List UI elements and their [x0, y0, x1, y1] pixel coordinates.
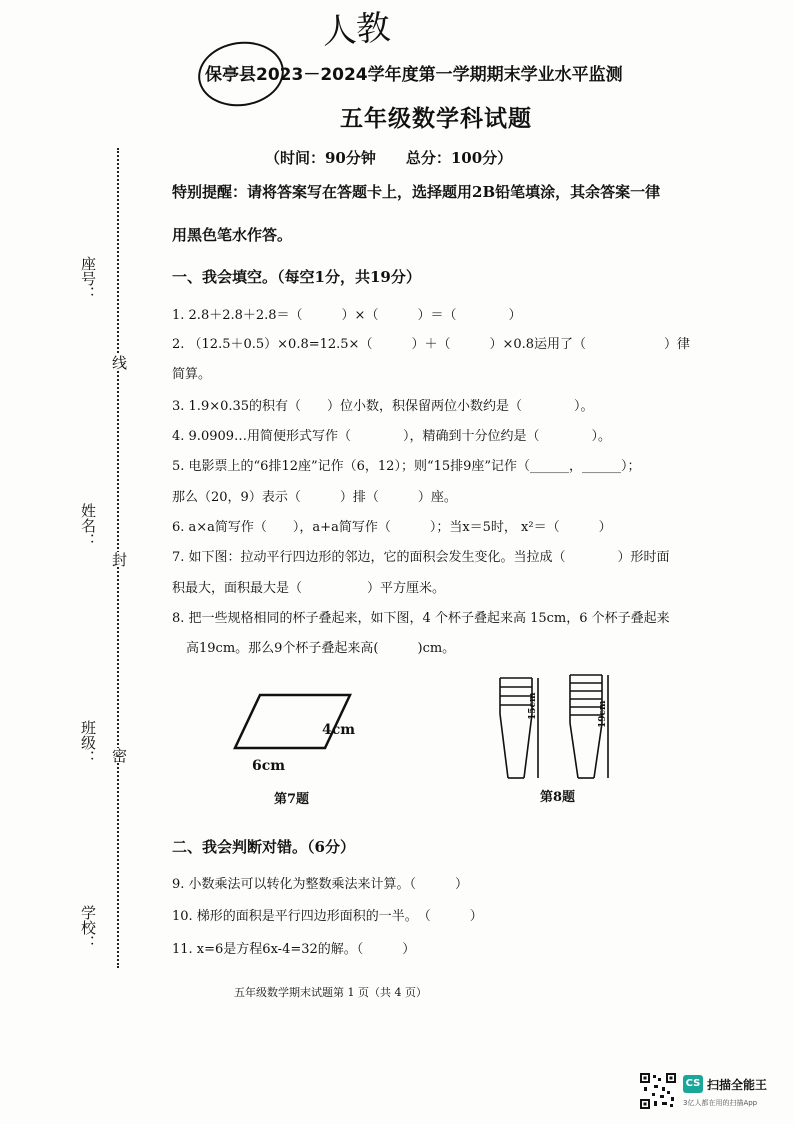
question-6: 6. a×a简写作（ ），a+a简写作（ ）；当x＝5时， x²＝（ ） [172, 520, 612, 535]
section-1-heading: 一、我会填空。（每空1分，共19分） [172, 268, 421, 286]
figure-8-left-height: 15cm [528, 692, 538, 720]
figure-7-base-label: 6cm [252, 758, 286, 774]
question-11: 11. x=6是方程6x-4=32的解。（ ） [172, 942, 416, 957]
seal-char-feng: 封 [110, 552, 128, 567]
question-5-line-1: 5. 电影票上的“6排12座”记作（6，12）；则“15排9座”记作（______，______）； [172, 459, 641, 474]
notice-line-2: 用黑色笔水作答。 [172, 226, 293, 244]
question-7-line-1: 7. 如下图：拉动平行四边形的邻边，它的面积会发生变化。当拉成（ ）形时面 [172, 550, 670, 565]
question-2-line-2: 简算。 [172, 367, 212, 382]
exam-info: （时间：90分钟 总分：100分） [265, 149, 513, 167]
question-7-line-2: 积最大，面积最大是（ ）平方厘米。 [172, 581, 446, 596]
figure-8-caption: 第8题 [540, 790, 576, 805]
seal-char-xian: 线 [110, 355, 128, 370]
qr-code-icon [640, 1073, 676, 1109]
seat-label: 座号： [79, 256, 97, 301]
page-footer: 五年级数学期末试题第 1 页（共 4 页） [234, 986, 427, 999]
class-label: 班级： [79, 720, 97, 765]
question-8-line-1: 8. 把一些规格相同的杯子叠起来，如下图，4 个杯子叠起来高 15cm，6 个杯子叠起来 [172, 611, 670, 626]
notice-line-1: 特别提醒：请将答案写在答题卡上，选择题用2B铅笔填涂，其余答案一律 [172, 183, 661, 201]
scanner-app-name: 扫描全能王 [707, 1078, 768, 1092]
handwritten-note: 人教 [320, 7, 392, 53]
question-10: 10. 梯形的面积是平行四边形面积的一半。 （ ） [172, 909, 483, 924]
figure-7-side-label: 4cm [322, 722, 356, 738]
scanner-app-tagline: 3亿人都在用的扫描App [683, 1099, 758, 1107]
exam-title: 保亭县2023－2024学年度第一学期期末学业水平监测 [205, 65, 623, 85]
question-2-line-1: 2. （12.5＋0.5）×0.8=12.5×（ ）＋（ ）×0.8运用了（ ）律 [172, 337, 691, 352]
question-9: 9. 小数乘法可以转化为整数乘法来计算。（ ） [172, 877, 469, 892]
figure-8-right-height: 19cm [598, 700, 608, 728]
stacked-cups-figure [488, 670, 638, 785]
scanner-logo-icon: CS [683, 1075, 703, 1093]
question-1: 1. 2.8＋2.8＋2.8＝（ ）×（ ）＝（ ） [172, 308, 522, 323]
question-4: 4. 9.0909…用简便形式写作（ ），精确到十分位约是（ ）。 [172, 429, 612, 444]
seal-char-mi: 密 [110, 748, 128, 763]
question-8-line-2: 高19cm。那么9个杯子叠起来高( )cm。 [186, 641, 456, 656]
name-label: 姓名： [79, 503, 97, 548]
question-5-line-2: 那么（20，9）表示（ ）排（ ）座。 [172, 490, 457, 505]
school-label: 学校： [79, 905, 97, 950]
exam-subtitle: 五年级数学科试题 [340, 106, 532, 132]
section-2-heading: 二、我会判断对错。（6分） [172, 838, 355, 856]
question-3: 3. 1.9×0.35的积有（ ）位小数，积保留两位小数约是（ ）。 [172, 399, 594, 414]
figure-7-caption: 第7题 [274, 792, 310, 807]
